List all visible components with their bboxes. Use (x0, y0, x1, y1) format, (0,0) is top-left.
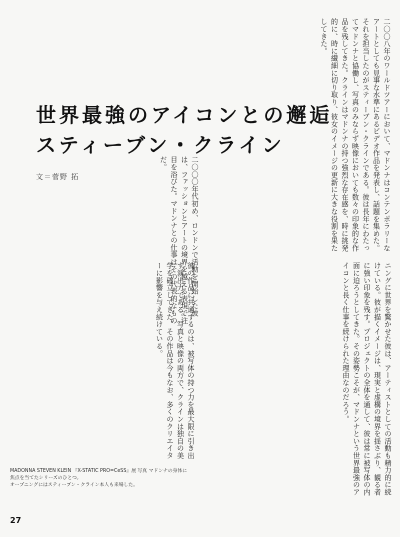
body-column-top-right (210, 18, 392, 254)
page-number: 27 (10, 516, 22, 525)
body-column-bottom-right (205, 262, 393, 502)
body-text: 二〇〇〇年代初め、ロンドンで活動を開始した彼は、ファッションとアートの境界を越える表現で注目を浴びた。マドンナとの仕事はその代表的なものだ。 (159, 156, 199, 324)
caption-line: オープニングにはスティーブン・クライン本人も来場した。 (10, 483, 138, 488)
body-column-bottom-left (10, 262, 196, 462)
byline: 文＝菅野 拓 (36, 173, 80, 181)
body-text: 二〇〇八年のワールドツアーにおいて、マドンナはコンテンポラリーなアートとしても見事な水準にあるビデオ作品を発表し、話題を集めた。それを担当したのがスティーブン・クラインである。彼は長年にわたってマドンナと協働し、写真のみならず映像においても数々の印象的な作品を残してきた。クラインはマドンナの持つ強烈な存在感を、時に挑発的に、時に繊細に切り取り、彼女のイメージの更新に大きな役割を果たしてきた。 (320, 18, 391, 252)
photo-caption (10, 468, 190, 489)
body-text: ニングに世界を驚かせた彼は、アーティストとしての活動も精力的に続けている。彼が描くイメージは、現実と虚構の境界を揺さぶり、観る者に強い印象を残す。プロジェクトの全体を通して、彼は常に被写体の内面に迫ろうとしてきた。その姿勢こそが、マドンナという世界最強のアイコンと長く仕事を続けられた理由なのだろう。 (342, 262, 392, 496)
body-text: 彼の作品に共通するのは、被写体の持つ力を最大限に引き出す演出力である。写真と映像の両方で、クラインは独自の美学を確立してきた。その作品は今もなお、多くのクリエイターに影響を与え続けている。 (155, 262, 195, 460)
article-title: 世界最強のアイコンとの邂逅 (36, 103, 333, 127)
article-subtitle: スティーブン・クライン (36, 133, 285, 157)
caption-line: MADONNA STEVEN KLEIN 『X-STATIC PRO=CeSS』展 写真 マドンナの身体に焦点を当てたシリーズのひとつ。 (10, 469, 188, 481)
